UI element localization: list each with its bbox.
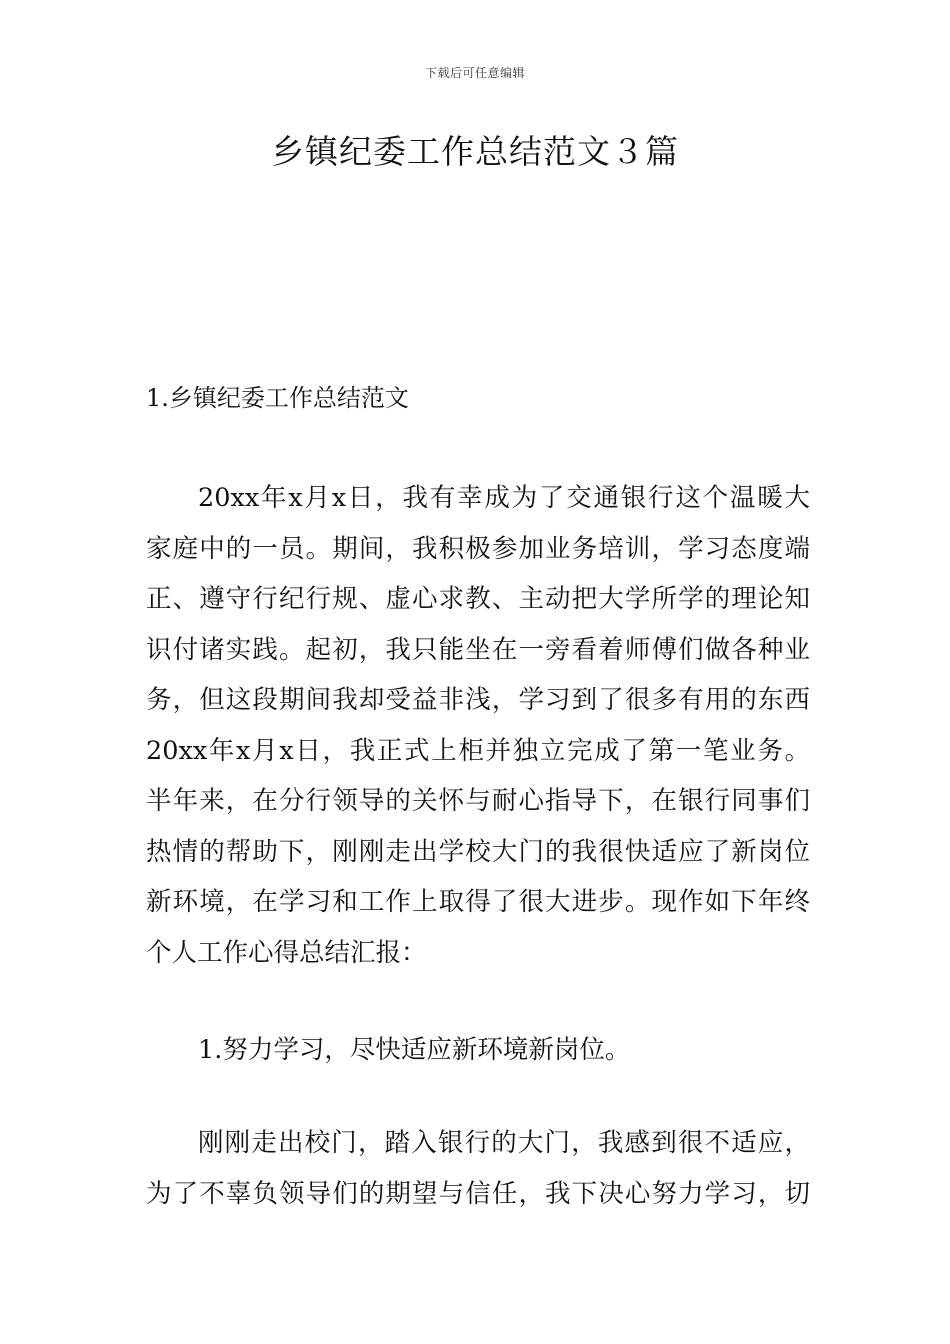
paragraph-line: 新环境，在学习和工作上取得了很大进步。现作如下年终 [146, 887, 810, 917]
page-title: 乡镇纪委工作总结范文３篇 [271, 132, 679, 171]
paragraph-line: 个人工作心得总结汇报： [146, 937, 427, 968]
sub-heading: 1.努力学习，尽快适应新环境新岗位。 [198, 1035, 631, 1065]
paragraph-line: 半年来，在分行领导的关怀与耐心指导下，在银行同事们 [146, 786, 810, 816]
paragraph-1 [146, 473, 810, 978]
paragraph-line: 热情的帮助下，刚刚走出学校大门的我很快适应了新岗位 [146, 836, 810, 867]
paragraph-line: 20xx年x月x日，我正式上柜并独立完成了第一笔业务。 [146, 735, 810, 766]
paragraph-line: 正、遵守行纪行规、虚心求教、主动把大学所学的理论知 [146, 584, 810, 614]
paragraph-line: 20xx年x月x日，我有幸成为了交通银行这个温暖大 [198, 483, 810, 513]
paragraph-line: 家庭中的一员。期间，我积极参加业务培训，学习态度端 [146, 533, 810, 564]
paragraph-line: 刚刚走出校门，踏入银行的大门，我感到很不适应， [198, 1128, 810, 1158]
paragraph-2 [146, 1118, 810, 1219]
paragraph-line: 为了不辜负领导们的期望与信任，我下决心努力学习，切 [146, 1178, 810, 1209]
paragraph-line: 务，但这段期间我却受益非浅，学习到了很多有用的东西 [146, 685, 810, 715]
header-note: 下载后可任意编辑 [424, 66, 525, 80]
section-heading: 1.乡镇纪委工作总结范文 [146, 384, 409, 412]
paragraph-line: 识付诸实践。起初，我只能坐在一旁看着师傅们做各种业 [146, 634, 810, 665]
